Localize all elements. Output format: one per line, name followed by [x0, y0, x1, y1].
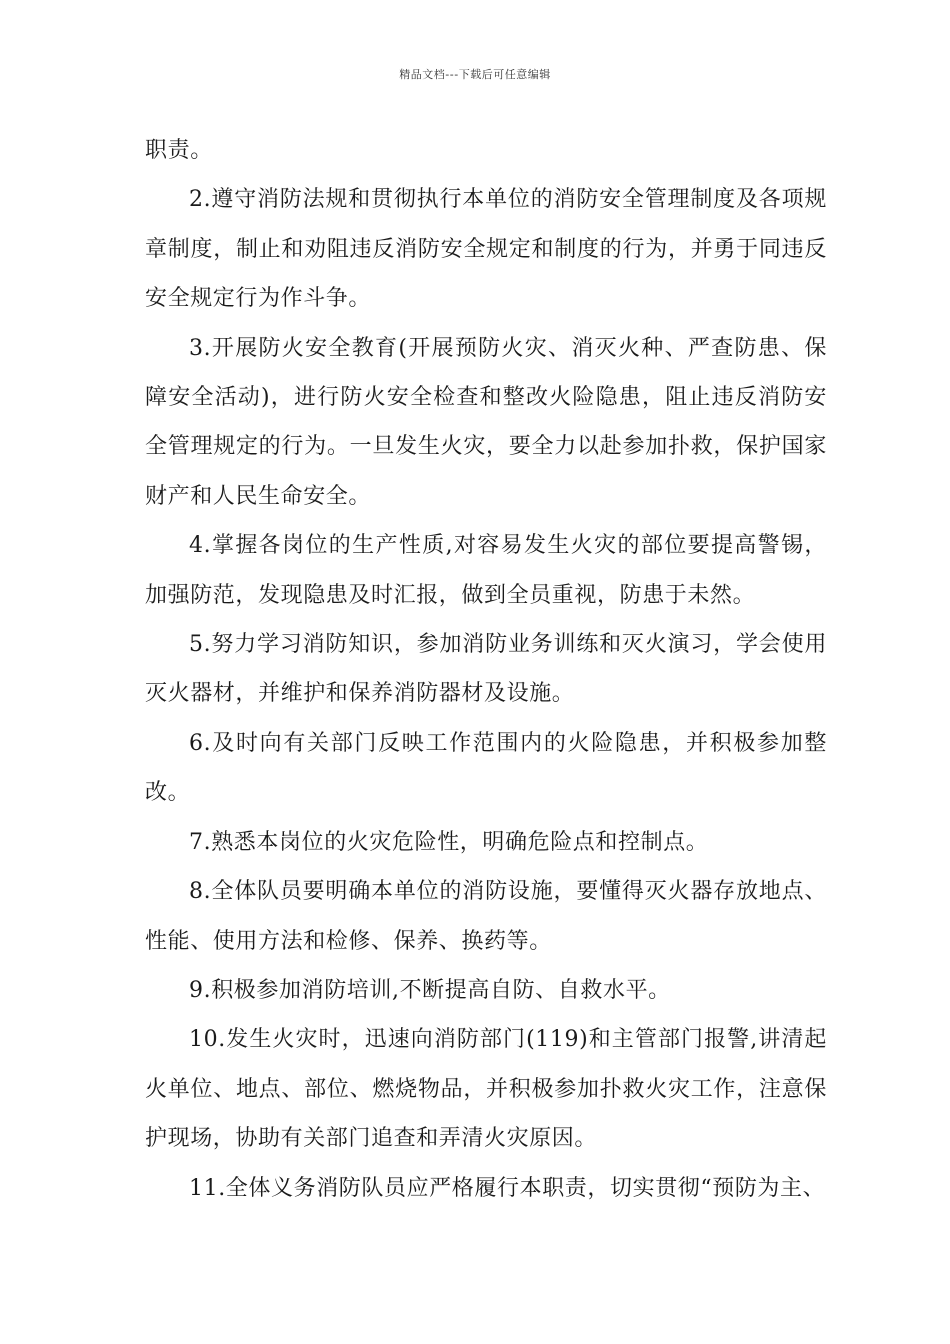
paragraph-item-4: 4.掌握各岗位的生产性质,对容易发生火灾的部位要提高警锡，加强防范，发现隐患及时汇报，做到全员重视，防患于未然。	[145, 533, 827, 608]
paragraph-item-6: 6.及时向有关部门反映工作范围内的火险隐患，并积极参加整改。	[145, 730, 827, 806]
paragraph-item-2: 2.遵守消防法规和贯彻执行本单位的消防安全管理制度及各项规章制度，制止和劝阻违反消防安全规定和制度的行为，并勇于同违反安全规定行为作斗争。	[145, 187, 827, 312]
paragraph-continuation: 职责。	[145, 138, 213, 163]
paragraph-item-3: 3.开展防火安全教育(开展预防火灾、消灭火种、严查防患、保障安全活动)，进行防火安全检查和整改火险隐患，阻止违反消防安全管理规定的行为。一旦发生火灾，要全力以赴参加扑救，保护国家财产和人民生命安全。	[145, 335, 827, 509]
paragraph-item-11: 11.全体义务消防队员应严格履行本职责，切实贯彻“预防为主、	[189, 1175, 826, 1201]
document-body	[145, 126, 827, 1213]
paragraph-item-10: 10.发生火灾时，迅速向消防部门(119)和主管部门报警,讲清起火单位、地点、部位、燃烧物品，并积极参加扑救火灾工作，注意保护现场，协助有关部门追查和弄清火灾原因。	[145, 1027, 827, 1152]
paragraph-item-5: 5.努力学习消防知识，参加消防业务训练和灭火演习，学会使用灭火器材，并维护和保养消防器材及设施。	[145, 632, 827, 707]
paragraph-item-8: 8.全体队员要明确本单位的消防设施，要懂得灭火器存放地点、性能、使用方法和检修、保养、换药等。	[145, 879, 827, 954]
page-header: 精品文档---下载后可任意编辑	[399, 68, 551, 81]
paragraph-item-7: 7.熟悉本岗位的火灾危险性，明确危险点和控制点。	[189, 829, 709, 855]
paragraph-item-9: 9.积极参加消防培训,不断提高自防、自救水平。	[189, 977, 671, 1003]
